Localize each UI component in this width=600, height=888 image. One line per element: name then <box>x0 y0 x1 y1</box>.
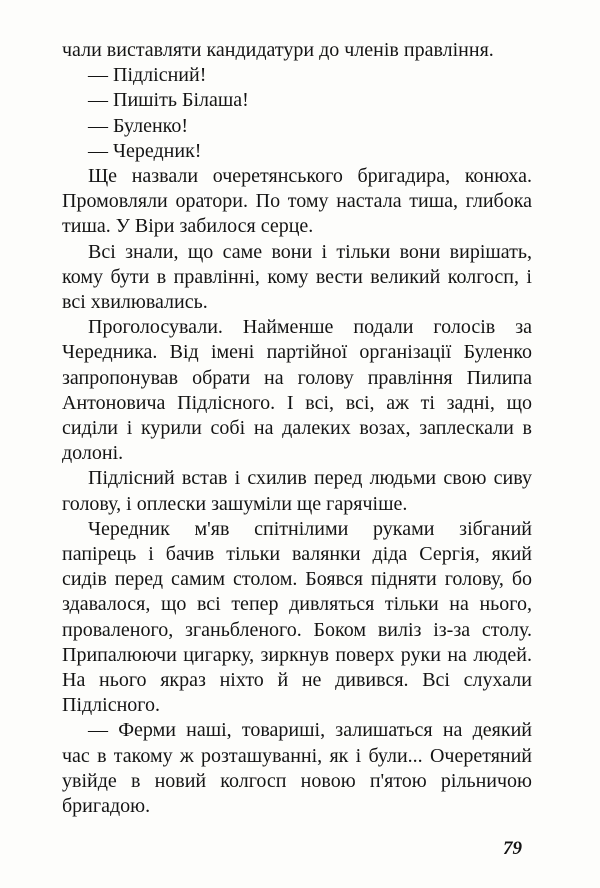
page-number: 79 <box>503 838 522 859</box>
paragraph: Ще назвали очеретянського бригадира, конюха. Промовляли оратори. По тому настала тиша, глибока тиша. У Віри забилося серце. <box>62 165 532 238</box>
paragraph: чали виставляти кандидатури до членів правління. <box>62 39 494 61</box>
paragraph: Чередник м'яв спітнілими руками зібганий папірець і бачив тільки валянки діда Сергія, який сидів перед самим столом. Боявся підняти голову, бо здавалося, що всі тепер дивляться тільки на нього, проваленого, зганьбленого. Боком виліз із-за столу. Припалюючи цигарку, зиркнув поверх руки на людей. На нього якраз ніхто й не дивився. Всі слухали Підлісного. <box>62 517 532 717</box>
paragraph: — Пишіть Білаша! <box>88 89 249 112</box>
paragraph: Підлісний встав і схилив перед людьми свою сиву голову, і оплески зашуміли ще гарячіше. <box>62 467 532 515</box>
paragraph: — Ферми наші, товариші, залишаться на деякий час в такому ж розташуванні, як і були... Очеретяний увійде в новий колгосп новою п'ятою рільничою бригадою. <box>62 719 532 818</box>
body-text <box>62 38 532 819</box>
paragraph: — Підлісний! <box>88 64 207 87</box>
paragraph: — Чередник! <box>88 139 202 162</box>
paragraph: Проголосували. Найменше подали голосів за Чередника. Від імені партійної організації Буленко запропонував обрати на голову правління Пилипа Антоновича Підлісного. І всі, всі, аж ті задні, що сиділи і курили собі на далеких возах, заплескали в долоні. <box>62 316 532 465</box>
paragraph: Всі знали, що саме вони і тільки вони вирішать, кому бути в правлінні, кому вести великий колгосп, і всі хвилювались. <box>62 240 532 314</box>
paragraph: — Буленко! <box>88 114 189 137</box>
